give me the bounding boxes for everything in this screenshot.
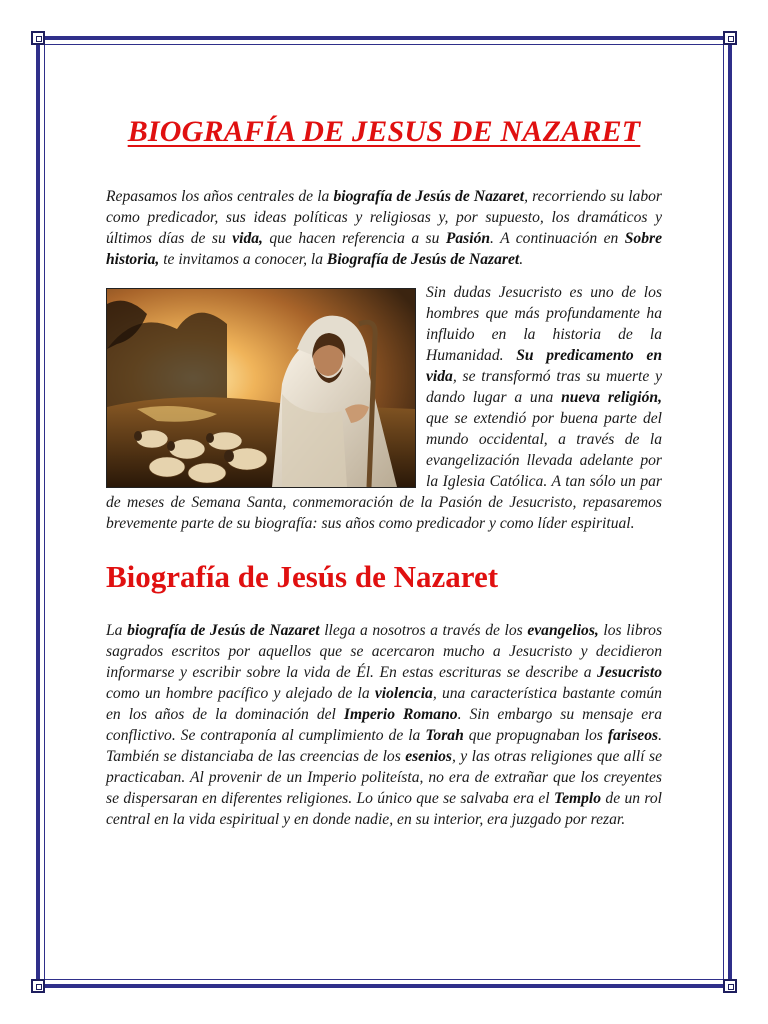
third-paragraph [106,620,662,830]
para2-text: que se extendió por buena parte del mundo occidental, a través de la evangelización llevada adelante por la Iglesia Católica. A tan sólo un par de meses de Semana Santa, conmemoración de la Pasión de Jesucristo, repasaremos brevemente parte de su biografía: sus años como predicador y como líder espiritual. [106,410,662,532]
para3-bold: violencia [374,685,433,702]
jesus-shepherd-image [106,288,416,488]
para2-bold: Su predicamento en vida [426,347,662,385]
para3-bold: Imperio Romano [343,706,458,723]
para3-text: La [106,622,128,639]
corner-ornament-bottom-right [723,979,737,993]
document-body [106,112,662,830]
para3-text: . También se distanciaba de las creencias de los [106,727,662,765]
intro-text: que hacen referencia a su [262,230,446,247]
para3-text: los libros sagrados escritos por aquellos que se acercaron mucho a Jesucristo y decidieron informarse y escribir sobre la vida de Él. En estas escrituras se describe a [106,622,663,681]
corner-ornament-top-left [31,31,45,45]
para3-bold: Torah [425,727,464,744]
para3-text: . Sin embargo su mensaje era conflictivo. Se contraponía al cumplimiento de la [106,706,662,744]
intro-text: , recorriendo su labor como predicador, sus ideas políticas y religiosas y, por supuesto, los dramáticos y últimos días de su [106,188,662,247]
image-text-block [106,282,662,534]
corner-ornament-top-right [723,31,737,45]
para3-bold: biografía de Jesús de Nazaret [127,622,320,639]
intro-text: te invitamos a conocer, la [159,251,327,268]
para3-text: , una característica bastante común en los años de la dominación del [106,685,662,723]
para3-text: de un rol central en la vida espiritual y en donde nadie, en su interior, era juzgado por rezar. [106,790,662,828]
para2-text: Sin dudas Jesucristo es uno de los hombres que más profundamente ha influido en la historia de la Humanidad. [426,284,662,364]
para3-text: que propugnaban los [463,727,608,744]
document-title: BIOGRAFÍA DE JESUS DE NAZARET [127,115,641,148]
corner-ornament-bottom-left [31,979,45,993]
intro-bold: Pasión [445,230,491,247]
intro-paragraph [106,186,662,270]
section-heading: Biografía de Jesús de Nazaret [106,559,499,594]
para2-text: , se transformó tras su muerte y dando lugar a una [426,368,662,406]
para3-bold: evangelios, [527,622,599,639]
para3-bold: Jesucristo [597,664,662,681]
intro-bold: Biografía de Jesús de Nazaret [326,251,520,268]
intro-text: . A continuación en [490,230,625,247]
para3-text: llega a nosotros a través de los [319,622,528,639]
para3-bold: Templo [553,790,602,807]
intro-bold: vida, [232,230,263,247]
para3-bold: fariseos [607,727,659,744]
para3-text: como un hombre pacífico y alejado de la [106,685,375,702]
para2-bold: nueva religión, [561,389,662,406]
intro-text: Repasamos los años centrales de la [106,188,334,205]
para3-text: , y las otras religiones que allí se practicaban. Al provenir de un Imperio politeísta, no era de extrañar que los creyentes se dispersaran en diferentes religiones. Lo único que se salvaba era el [106,748,662,807]
intro-text: . [519,251,524,268]
para3-bold: esenios [405,748,452,765]
intro-bold: Sobre historia, [106,230,663,268]
intro-bold: biografía de Jesús de Nazaret [333,188,525,205]
